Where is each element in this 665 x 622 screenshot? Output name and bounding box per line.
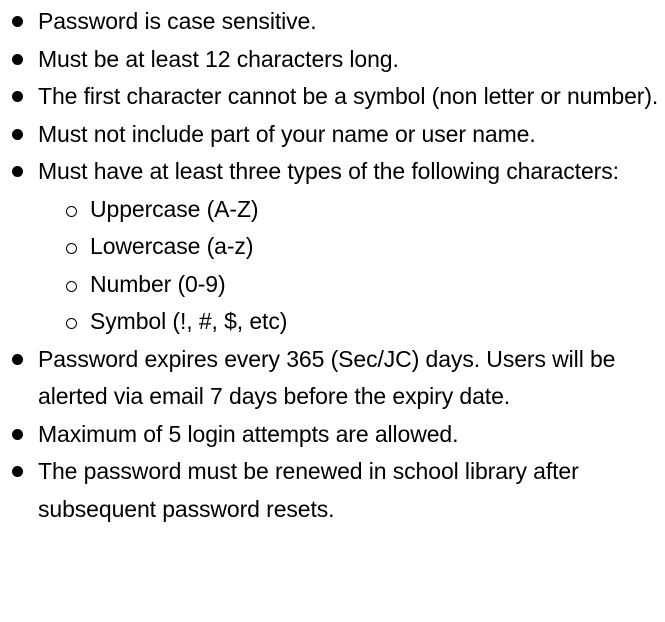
rule-item [0,453,665,528]
character-types-list [38,191,659,341]
rule-text: Password expires every 365 (Sec/JC) days. Users will be alerted via email 7 days before the expiry date. [38,345,616,409]
rule-item [0,78,665,116]
character-type-item [38,303,659,341]
password-rules-list [0,3,665,528]
character-type-text: Number (0-9) [90,270,226,297]
character-type-text: Lowercase (a-z) [90,233,254,259]
hollow-circle-bullet-icon [66,243,77,254]
rule-text: Must not include part of your name or user name. [38,120,536,147]
bullet-icon [12,54,23,65]
rule-text: The first character cannot be a symbol (non letter or number). [38,83,659,109]
character-type-item [38,228,659,266]
rule-text: Maximum of 5 login attempts are allowed. [38,420,459,447]
bullet-icon [12,354,23,365]
rule-item [0,116,665,154]
rule-item [0,3,665,41]
hollow-circle-bullet-icon [66,206,77,217]
rule-text: The password must be renewed in school library after subsequent password resets. [38,458,579,522]
rule-item [0,153,665,341]
bullet-icon [12,91,23,102]
character-type-item [38,266,659,304]
character-type-text: Uppercase (A-Z) [90,195,259,222]
bullet-icon [12,166,23,177]
rule-item [0,41,665,79]
rule-text: Must be at least 12 characters long. [38,45,399,72]
bullet-icon [12,429,23,440]
rule-text: Must have at least three types of the following characters: [38,158,619,184]
hollow-circle-bullet-icon [66,281,77,292]
bullet-icon [12,16,23,27]
hollow-circle-bullet-icon [66,318,77,329]
character-type-text: Symbol (!, #, $, etc) [90,308,288,334]
rule-item [0,416,665,454]
rule-item [0,341,665,416]
bullet-icon [12,466,23,477]
character-type-item [38,191,659,229]
bullet-icon [12,129,23,140]
rule-text: Password is case sensitive. [38,8,317,34]
